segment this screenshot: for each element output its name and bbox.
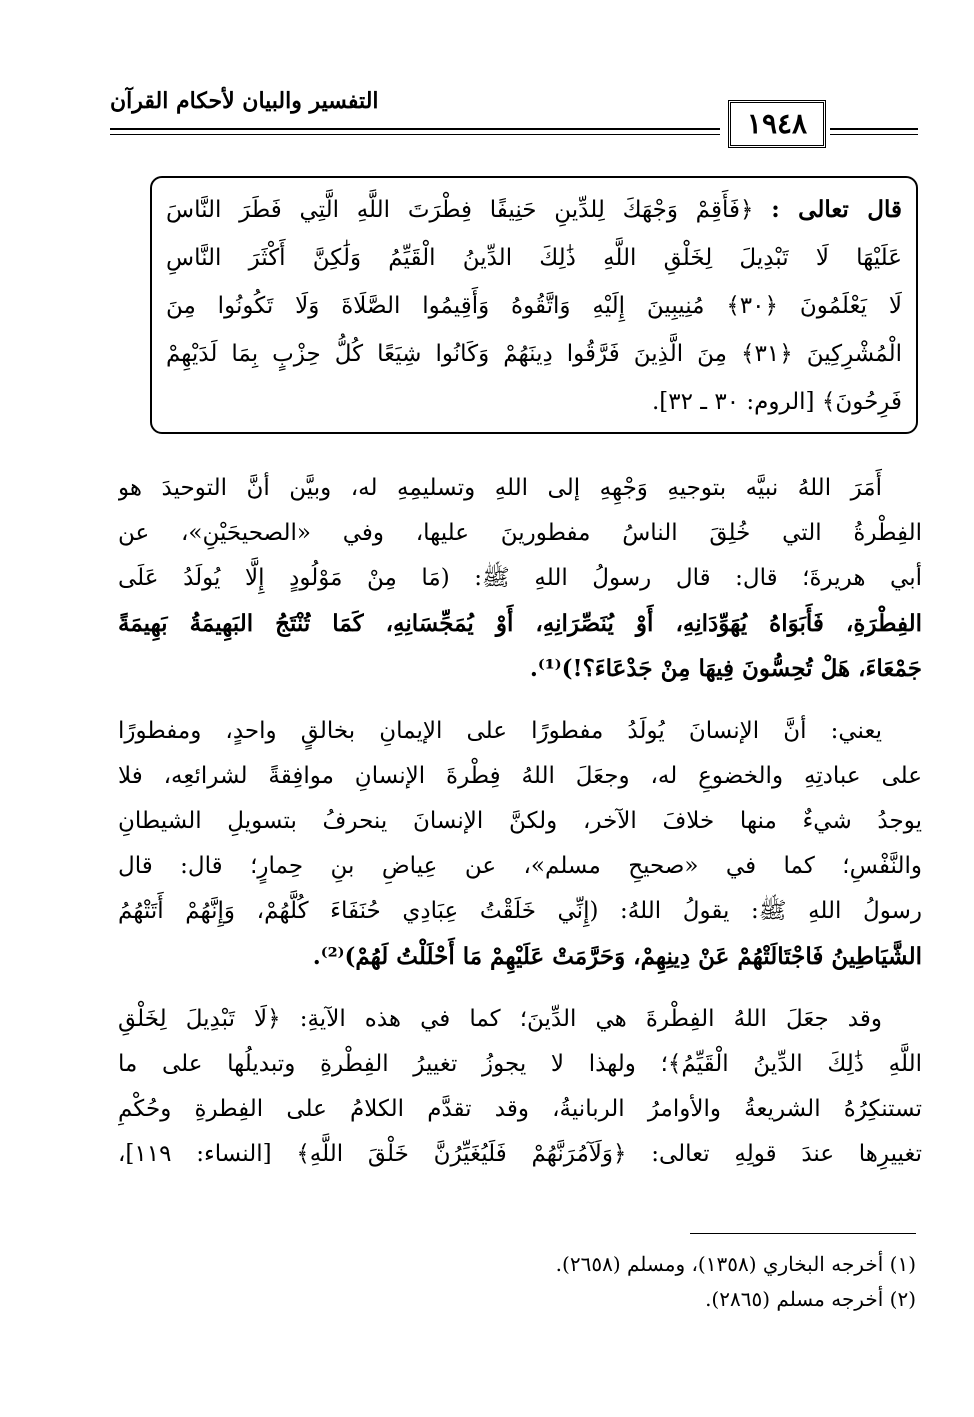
text-line: أبي هريرةَ؛ قال: قال رسولُ اللهِ ﷺ: (مَا مِنْ مَوْلُودٍ إِلَّا يُولَدُ عَلَى [118,565,922,591]
text-line: تغييرِها عندَ قولِهِ تعالى: ﴿وَلَآمُرَنَّهُمْ فَلَيُغَيِّرُنَّ خَلْقَ اللَّهِ﴾ [النساء: ١١٩]، [118,1141,922,1167]
footnote-separator [690,1233,916,1234]
quran-verse-box [150,176,918,434]
text-line: تستنكِرُهُ الشريعةُ والأوامرُ الربانيةُ، وقد تقدَّم الكلامُ على الفِطرةِ وحُكْمِ [118,1096,922,1122]
header-rule [110,128,720,130]
hadith-line: جَمْعَاءَ، هَلْ تُحِسُّونَ فِيهَا مِنْ جَدْعَاءَ؟!)⁽¹⁾. [529,655,922,682]
text-line: اللَّهِ ذَٰلِكَ الدِّينُ الْقَيِّمُ﴾؛ ولهذا لا يجوزُ تغييرُ الفِطْرةِ وتبديلُها على ما [118,1051,922,1077]
hadith-line: الفِطْرَةِ، فَأَبَوَاهُ يُهَوِّدَانِهِ، أَوْ يُنَصِّرَانِهِ، أَوْ يُمَجِّسَانِهِ، كَمَا تُنْتَجُ البَهِيمَةُ بَهِيمَةً [118,610,922,637]
verse-intro-label: قال تعالى : [771,196,902,223]
running-header-title: التفسير والبيان لأحكام القرآن [110,88,379,114]
text-line: رسولُ اللهِ ﷺ: يقولُ اللهُ: (إِنِّي خَلَقْتُ عِبَادِي حُنَفَاءَ كُلَّهُمْ، وَإِنَّهُمْ أَتَتْهُمُ [118,898,922,924]
text-line: يوجدُ شيءٌ منها خلافَ الآخر، ولكنَّ الإنسانَ ينحرفُ بتسويلِ الشيطانِ [118,808,922,834]
page-number: ١٩٤٨ [728,100,826,148]
verse-line [166,186,902,234]
verse-line: عَلَيْهَا لَا تَبْدِيلَ لِخَلْقِ اللَّهِ ذَٰلِكَ الدِّينُ الْقَيِّمُ وَلَٰكِنَّ أَكْثَرَ النَّاسِ [166,245,902,271]
verse-line: لَا يَعْلَمُونَ ﴿٣٠﴾ مُنِيبِينَ إِلَيْهِ وَاتَّقُوهُ وَأَقِيمُوا الصَّلَاةَ وَلَا تَكُونُوا مِنَ [166,293,902,319]
text-line: الفِطْرةُ التي خُلِقَ الناسُ مفطورينَ عليها، وفي «الصحيحَيْنِ»، عن [118,520,922,546]
verse-line: فَرِحُونَ﴾ [الروم: ٣٠ ـ ٣٢]. [651,389,902,415]
text-line: والنَّفْسِ؛ كما في «صحيحِ مسلم»، عن عِياضِ بنِ حِمارٍ؛ قال: قال [118,853,922,879]
header-rule [830,134,918,135]
verse-line: الْمُشْرِكِينَ ﴿٣١﴾ مِنَ الَّذِينَ فَرَّقُوا دِينَهُمْ وَكَانُوا شِيَعًا كُلُّ حِزْبٍ بِمَا لَدَيْهِمْ [166,341,902,367]
footnote-1: (١) أخرجه البخاري (١٣٥٨)، ومسلم (٢٦٥٨). [555,1252,916,1276]
footnote-2: (٢) أخرجه مسلم (٢٨٦٥). [705,1287,916,1311]
text-line: على عبادتِهِ والخضوعِ له، وجعَلَ اللهُ فِطْرةَ الإنسانِ موافِقةً لشرائعِه، فلا [118,763,922,789]
body-text [118,466,922,1177]
text-line: وقد جعَلَ اللهُ الفِطْرةَ هي الدِّينَ؛ كما في هذه الآيةِ: ﴿لَا تَبْدِيلَ لِخَلْقِ [118,1006,882,1032]
text-line: أَمَرَ اللهُ نبيَّه بتوجيهِ وَجْهِهِ إلى اللهِ وتسليمِهِ له، وبيَّن أنَّ التوحيدَ هو [118,475,882,501]
hadith-line: الشَّيَاطِينُ فَاجْتَالَتْهُمْ عَنْ دِينِهِمْ، وَحَرَّمَتْ عَلَيْهِمْ مَا أَحْلَلْتُ لَهُمْ)⁽²⁾. [312,943,922,970]
text-line: يعني: أنَّ الإنسانَ يُولَدُ مفطورًا على الإيمانِ بخالقٍ واحدٍ، ومفطورًا [118,718,882,744]
header-rule [830,128,918,130]
header-rule [110,134,720,135]
verse-text: ﴿فَأَقِمْ وَجْهَكَ لِلدِّينِ حَنِيفًا فِطْرَتَ اللَّهِ الَّتِي فَطَرَ النَّاسَ [166,197,754,223]
